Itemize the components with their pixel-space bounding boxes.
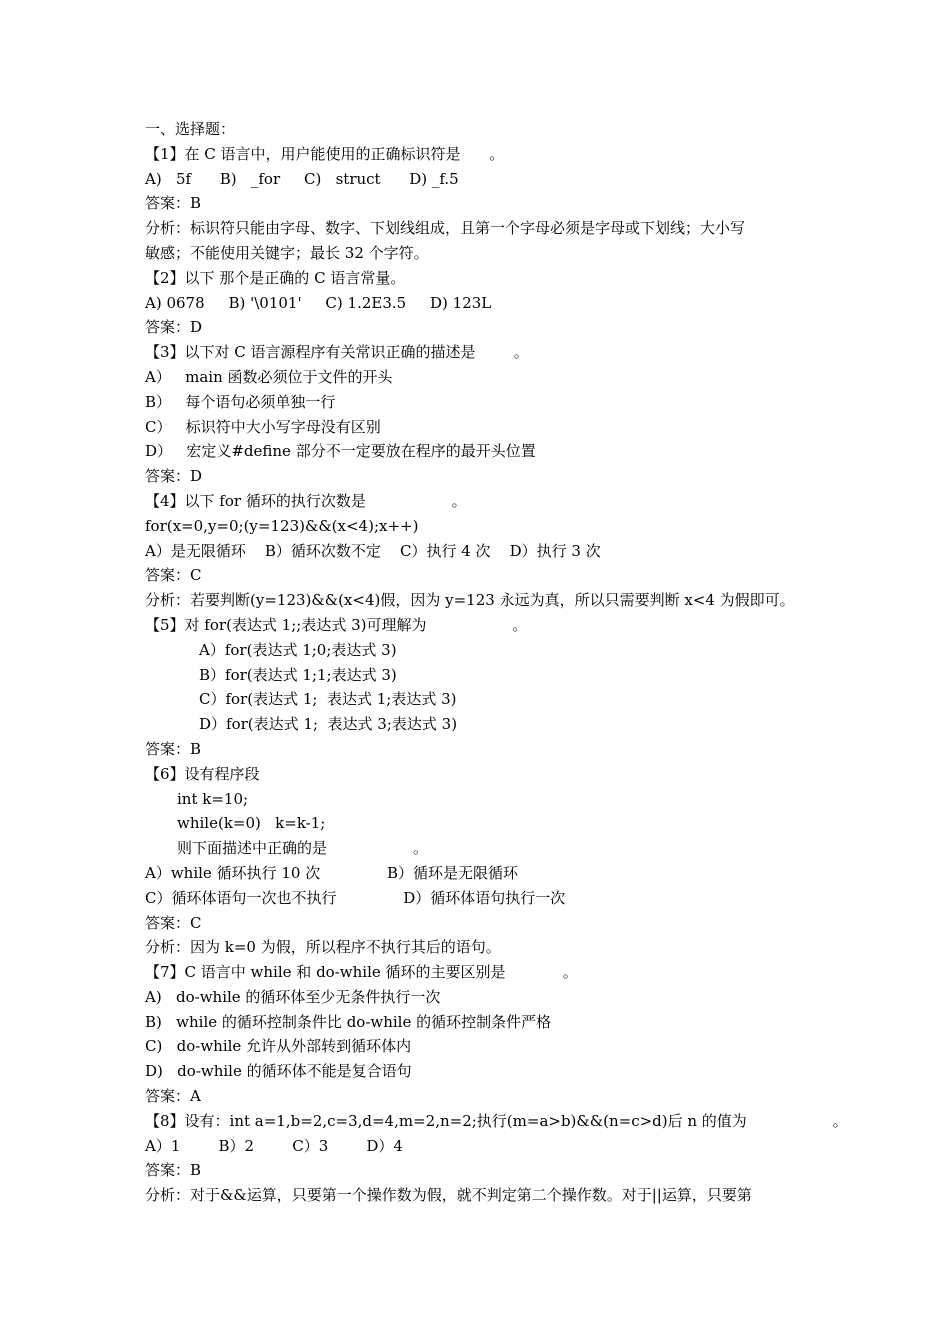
text-line: 【4】以下 for 循环的执行次数是 。	[145, 491, 467, 510]
text-line: int k=10;	[177, 789, 249, 808]
text-line: 【5】对 for(表达式 1;;表达式 3)可理解为 。	[145, 615, 528, 634]
text-line: 答案：B	[145, 194, 202, 213]
text-line: while(k=0) k=k-1;	[177, 814, 326, 833]
text-line: A) 0678 B) '\0101' C) 1.2E3.5 D) 123L	[145, 293, 492, 312]
text-line: 【7】C 语言中 while 和 do-while 循环的主要区别是 。	[145, 963, 578, 982]
text-line: A) 5f B) _for C) struct D) _f.5	[145, 169, 459, 188]
text-line: C）for(表达式 1; 表达式 1;表达式 3)	[199, 690, 457, 709]
text-line: 答案：B	[145, 739, 202, 758]
text-line: 【3】以下对 C 语言源程序有关常识正确的描述是 。	[145, 343, 529, 362]
text-line: 分析：因为 k=0 为假，所以程序不执行其后的语句。	[145, 938, 501, 957]
text-line: A) do-while 的循环体至少无条件执行一次	[145, 987, 441, 1006]
text-line: 【1】在 C 语言中，用户能使用的正确标识符是 。	[145, 144, 505, 163]
text-line: 【2】以下 那个是正确的 C 语言常量。	[145, 268, 406, 287]
text-line: D）for(表达式 1; 表达式 3;表达式 3)	[199, 715, 458, 734]
text-line: 答案：D	[145, 467, 203, 486]
text-line: B) while 的循环控制条件比 do-while 的循环控制条件严格	[145, 1012, 552, 1031]
text-line: 答案：A	[145, 1087, 201, 1106]
text-line: A） main 函数必须位于文件的开头	[145, 367, 393, 386]
text-line: 答案：C	[145, 913, 202, 932]
text-line: 【6】设有程序段	[145, 764, 260, 783]
text-line: 敏感；不能使用关键字；最长 32 个字符。	[145, 243, 429, 262]
text-line: A）while 循环执行 10 次 B）循环是无限循环	[145, 863, 518, 882]
text-line: 分析：若要判断(y=123)&&(x<4)假，因为 y=123 永远为真，所以只需要判断 x<4 为假即可。	[145, 591, 795, 610]
text-line: 答案：B	[145, 1161, 202, 1180]
document-body	[145, 117, 848, 1208]
text-line: 则下面描述中正确的是 。	[177, 839, 428, 858]
text-line: A）是无限循环 B）循环次数不定 C）执行 4 次 D）执行 3 次	[145, 541, 601, 560]
text-line: 【8】设有：int a=1,b=2,c=3,d=4,m=2,n=2;执行(m=a>b)&&(n=c>d)后 n 的值为 。	[145, 1111, 848, 1130]
text-line: C) do-while 允许从外部转到循环体内	[145, 1037, 412, 1056]
text-line: 答案：C	[145, 566, 202, 585]
text-line: D) do-while 的循环体不能是复合语句	[145, 1062, 412, 1081]
text-line: B）for(表达式 1;1;表达式 3)	[199, 665, 397, 684]
text-line: B） 每个语句必须单独一行	[145, 392, 336, 411]
text-line: 答案：D	[145, 318, 203, 337]
text-line: A）for(表达式 1;0;表达式 3)	[199, 640, 397, 659]
text-line: 分析：对于&&运算，只要第一个操作数为假，就不判定第二个操作数。对于||运算，只要第	[145, 1186, 752, 1205]
text-line: C）循环体语句一次也不执行 D）循环体语句执行一次	[145, 888, 566, 907]
text-line: A）1 B）2 C）3 D）4	[145, 1136, 403, 1155]
text-line: for(x=0,y=0;(y=123)&&(x<4);x++)	[145, 516, 419, 535]
text-line: 一、选择题：	[145, 120, 236, 138]
text-line: C） 标识符中大小写字母没有区别	[145, 417, 381, 436]
text-line: 分析：标识符只能由字母、数字、下划线组成，且第一个字母必须是字母或下划线；大小写	[145, 219, 746, 238]
text-line: D） 宏定义#define 部分不一定要放在程序的最开头位置	[145, 442, 536, 461]
